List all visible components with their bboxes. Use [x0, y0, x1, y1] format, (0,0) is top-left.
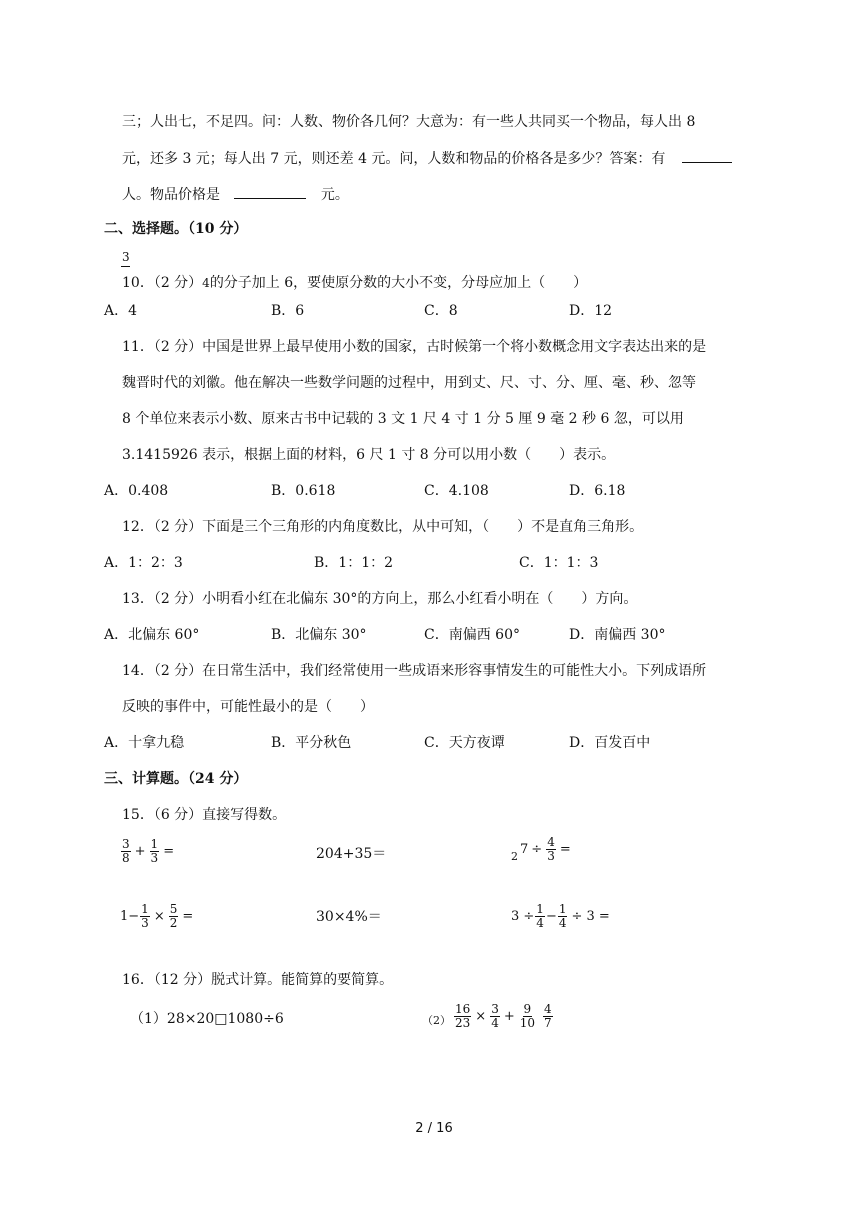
q15-expr-1: $\frac{3}{8}$ + $\frac{1}{3}$ =	[122, 837, 175, 865]
page-number: 2 / 16	[415, 1121, 453, 1136]
q10-fraction-num: 3	[122, 250, 130, 264]
q15-expr-2: 204+35＝	[316, 846, 387, 862]
fraction: $\frac{1}{4}$	[536, 902, 544, 930]
fraction: $\frac{4}{7}$	[544, 1002, 552, 1030]
q13-option-b[interactable]: B．北偏东 30°	[271, 627, 367, 643]
q13-option-a[interactable]: A．北偏东 60°	[104, 627, 200, 643]
q10-option-d[interactable]: D．12	[569, 303, 613, 319]
q11-line-2: 魏晋时代的刘徽。他在解决一些数学问题的过程中，用到丈、尺、寸、分、厘、毫、秒、忽等	[122, 375, 696, 391]
q15-expr-3: 2 7 ÷ $\frac{4}{3}$ =	[511, 835, 571, 863]
q11-line-4: 3.1415926 表示，根据上面的材料，6 尺 1 寸 8 分可以用小数（ ）表示。	[122, 447, 616, 463]
q9-line-1: 三；人出七，不足四。问：人数、物价各几何？大意为：有一些人共同买一个物品，每人出 8	[122, 114, 696, 130]
q15-question: 15．（6 分）直接写得数。	[122, 807, 287, 823]
answer-blank-people[interactable]	[682, 148, 732, 163]
q15-expr-6: 3 ÷ $\frac{1}{4}$ − $\frac{1}{4}$ ÷ 3 =	[511, 902, 610, 930]
fraction: $\frac{9}{10}$	[519, 1002, 536, 1030]
q10-question	[122, 273, 587, 293]
q10-fraction-den: 4	[202, 276, 210, 290]
q10-option-c[interactable]: C．8	[424, 303, 458, 319]
q11-line-3: 8 个单位来表示小数、原来古书中记载的 3 文 1 尺 4 寸 1 分 5 厘 9 毫 2 秒 6 忽，可以用	[122, 411, 684, 427]
q14-option-c[interactable]: C．天方夜谭	[424, 735, 505, 751]
fraction: $\frac{4}{3}$	[547, 835, 555, 863]
fraction: $\frac{3}{4}$	[491, 1002, 499, 1030]
q11-option-c[interactable]: C．4.108	[424, 483, 489, 499]
q15-expr-5: 30×4%＝	[316, 909, 382, 925]
q11-option-d[interactable]: D．6.18	[569, 483, 626, 499]
section-heading-calc: 三、计算题。（24 分）	[104, 771, 248, 787]
q9-line-3	[122, 184, 349, 205]
fraction: $\frac{1}{4}$	[558, 902, 567, 930]
q14-line-1: 14．（2 分）在日常生活中，我们经常使用一些成语来形容事情发生的可能性大小。下列成语所	[122, 663, 707, 679]
q11-option-a[interactable]: A．0.408	[104, 483, 169, 499]
q11-line-1: 11．（2 分）中国是世界上最早使用小数的国家，古时候第一个将小数概念用文字表达出来的是	[122, 339, 707, 355]
fraction: $\frac{1}{3}$	[141, 902, 149, 930]
q14-option-b[interactable]: B．平分秋色	[271, 735, 352, 751]
section-heading-choice: 二、选择题。（10 分）	[104, 221, 248, 237]
q10-prefix: 10．（2 分）	[122, 275, 203, 291]
q12-option-b[interactable]: B．1：1：2	[314, 555, 394, 571]
q10-option-a[interactable]: A．4	[104, 303, 138, 319]
fraction: $\frac{16}{23}$	[455, 1002, 471, 1030]
q14-option-a[interactable]: A．十拿九稳	[104, 735, 185, 751]
q12-option-c[interactable]: C．1：1：3	[519, 555, 599, 571]
q10-fraction-bar	[121, 266, 130, 267]
q13-question: 13．（2 分）小明看小红在北偏东 30°的方向上，那么小红看小明在（ ）方向。	[122, 591, 638, 607]
q10-option-b[interactable]: B．6	[271, 303, 305, 319]
q9-line-3a: 人。物品价格是	[122, 187, 220, 203]
q10-text: 的分子加上 6，要使原分数的大小不变，分母应加上（ ）	[209, 275, 588, 291]
q12-question: 12．（2 分）下面是三个三角形的内角度数比，从中可知，（ ）不是直角三角形。	[122, 519, 644, 535]
q13-option-c[interactable]: C．南偏西 60°	[424, 627, 520, 643]
fraction: $\frac{3}{8}$	[122, 837, 130, 865]
q16-question: 16．（12 分）脱式计算。能简算的要简算。	[122, 972, 394, 988]
fraction: $\frac{1}{3}$	[150, 837, 159, 865]
q9-line-3b: 元。	[320, 187, 349, 203]
answer-blank-price[interactable]	[234, 184, 306, 199]
q14-option-d[interactable]: D．百发百中	[569, 735, 651, 751]
q9-line-2	[122, 148, 732, 169]
q9-line-2-text: 元，还多 3 元；每人出 7 元，则还差 4 元。问，人数和物品的价格各是多少？答案：有	[122, 151, 666, 167]
q16-part-2: （2） $\frac{16}{23}$ × $\frac{3}{4}$ + $\frac{9}{10}$ $\frac{4}{7}$	[422, 1002, 552, 1030]
q15-expr-4: 1− $\frac{1}{3}$ × $\frac{5}{2}$ =	[120, 902, 194, 930]
q14-line-2: 反映的事件中，可能性最小的是（ ）	[122, 699, 374, 715]
q12-option-a[interactable]: A．1：2：3	[104, 555, 183, 571]
q13-option-d[interactable]: D．南偏西 30°	[569, 627, 666, 643]
q11-option-b[interactable]: B．0.618	[271, 483, 336, 499]
fraction: $\frac{5}{2}$	[169, 902, 178, 930]
q16-part-1: （1）28×20□1080÷6	[130, 1011, 284, 1027]
